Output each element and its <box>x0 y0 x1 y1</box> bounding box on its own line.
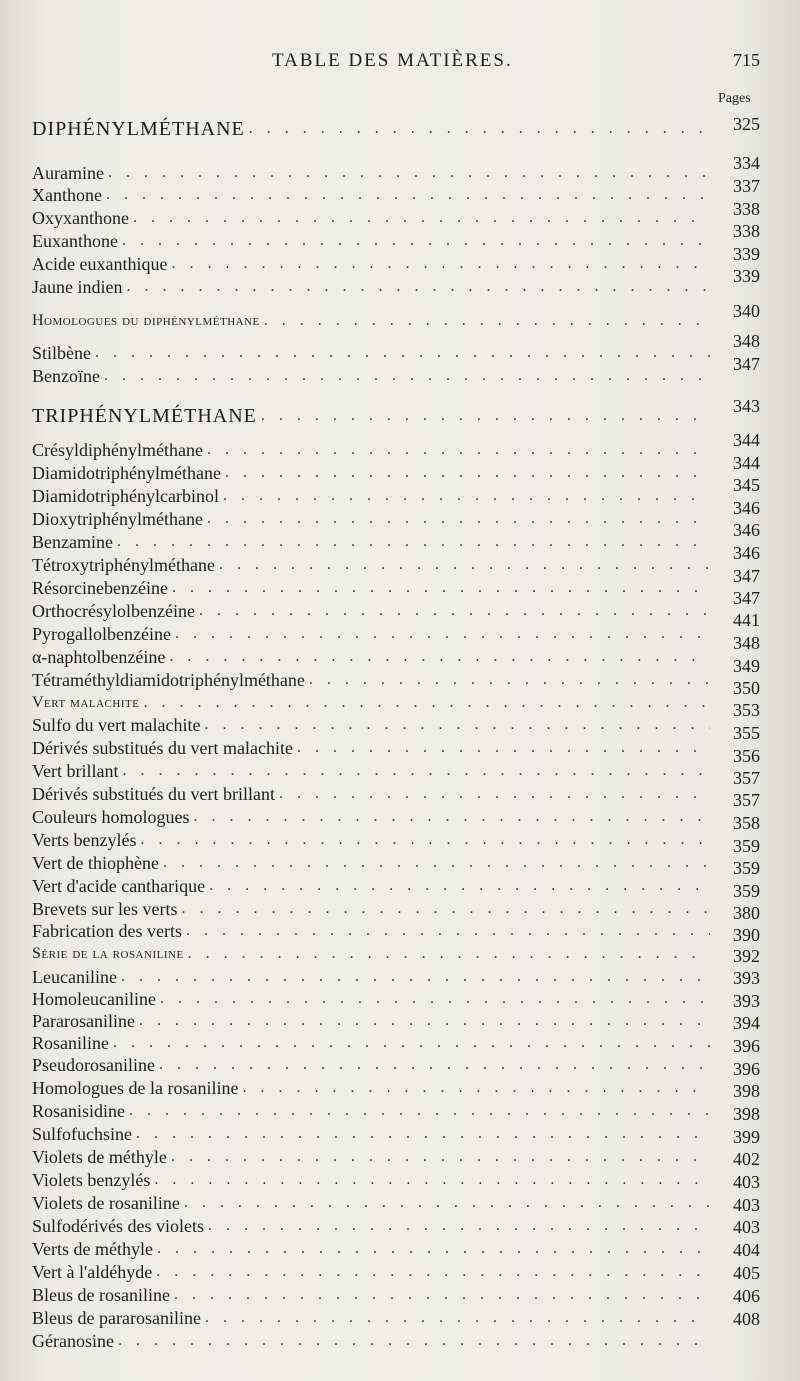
toc-entry-label: Euxanthone <box>32 231 118 251</box>
toc-entry-subsection <box>32 690 710 714</box>
toc-entry-label: Stilbène <box>32 343 91 363</box>
toc-entry <box>32 274 710 298</box>
toc-entry-label: Dérivés substitués du vert brillant <box>32 784 275 804</box>
toc-entry <box>32 986 710 1010</box>
toc-entry-page: 346 <box>733 498 760 518</box>
toc-entry <box>32 460 710 484</box>
toc-entry-page: 396 <box>733 1036 760 1056</box>
toc-entry-section <box>32 403 710 427</box>
leader-dots <box>172 577 710 599</box>
toc-entry <box>32 1282 710 1306</box>
toc-entry-page: 393 <box>733 968 760 988</box>
toc-entry-page: 339 <box>733 266 760 286</box>
toc-entry-label: Homologues de la rosaniline <box>32 1078 239 1098</box>
toc-entry-page: 403 <box>733 1195 760 1215</box>
toc-entry <box>32 1305 710 1329</box>
toc-entry <box>32 598 710 622</box>
leader-dots <box>174 1284 710 1306</box>
leader-dots <box>207 508 710 530</box>
toc-entry <box>32 1144 710 1168</box>
leader-dots <box>242 1077 710 1099</box>
leader-dots <box>225 462 710 484</box>
toc-entry-page: 398 <box>733 1081 760 1101</box>
leader-dots <box>118 1330 710 1352</box>
toc-entry-page: 338 <box>733 221 760 241</box>
leader-dots <box>223 485 710 507</box>
toc-entry-page: 357 <box>733 768 760 788</box>
toc-entry-page: 348 <box>733 331 760 351</box>
toc-entry-page: 338 <box>733 199 760 219</box>
toc-entry-page: 393 <box>733 991 760 1011</box>
toc-entry-label: Diamidotriphénylméthane <box>32 463 221 483</box>
toc-entry-page: 406 <box>733 1286 760 1306</box>
toc-entry-page: 346 <box>733 543 760 563</box>
leader-dots <box>264 310 710 332</box>
toc-entry-page: 396 <box>733 1059 760 1079</box>
toc-entry-section <box>32 116 710 140</box>
toc-entry <box>32 1075 710 1099</box>
toc-entry-page: 403 <box>733 1172 760 1192</box>
leader-dots <box>140 829 710 851</box>
toc-entry <box>32 735 710 759</box>
toc-entry-page: 348 <box>733 633 760 653</box>
leader-dots <box>171 253 710 275</box>
toc-entry <box>32 850 710 874</box>
leader-dots <box>136 1123 710 1145</box>
leader-dots <box>95 342 710 364</box>
leader-dots <box>122 230 710 252</box>
toc-entry-page: 353 <box>733 700 760 720</box>
toc-entry-page: 390 <box>733 925 760 945</box>
toc-entry-page: 346 <box>733 520 760 540</box>
toc-entry <box>32 758 710 782</box>
toc-entry-label: Leucaniline <box>32 967 117 987</box>
toc-entry-label: Homoleucaniline <box>32 989 156 1009</box>
toc-entry-label: Verts benzylés <box>32 830 137 850</box>
leader-dots <box>181 898 710 920</box>
toc-entry <box>32 1190 710 1214</box>
toc-entry-label: Diamidotriphénylcarbinol <box>32 486 219 506</box>
toc-entry-page: 359 <box>733 858 760 878</box>
leader-dots <box>194 806 711 828</box>
toc-entry-page: 399 <box>733 1127 760 1147</box>
toc-entry-page: 392 <box>733 946 760 966</box>
leader-dots <box>297 737 710 759</box>
toc-entry-page: 357 <box>733 790 760 810</box>
leader-dots <box>139 1010 710 1032</box>
toc-entry-label: Bleus de rosaniline <box>32 1285 170 1305</box>
toc-entry <box>32 712 710 736</box>
toc-entry-label: Benzoïne <box>32 366 100 386</box>
toc-entry-label: Vert de thiophène <box>32 853 159 873</box>
toc-entry <box>32 896 710 920</box>
leader-dots <box>186 920 710 942</box>
leader-dots <box>249 118 710 140</box>
toc-entry-label: Homologues du diphénylméthane <box>32 312 260 329</box>
toc-entry-label: Dioxytriphénylméthane <box>32 509 203 529</box>
leader-dots <box>175 623 710 645</box>
toc-entry-page: 344 <box>733 453 760 473</box>
toc-entry-page: 380 <box>733 903 760 923</box>
leader-dots <box>169 646 710 668</box>
leader-dots <box>309 669 710 691</box>
toc-entry-page: 339 <box>733 244 760 264</box>
toc-entry <box>32 182 710 206</box>
toc-entry-page: 350 <box>733 678 760 698</box>
toc-entry <box>32 1030 710 1054</box>
leader-dots <box>104 365 710 387</box>
leader-dots <box>121 966 710 988</box>
leader-dots <box>143 692 710 714</box>
toc-entry <box>32 575 710 599</box>
toc-entry-page: 356 <box>733 746 760 766</box>
toc-entry-label: Benzamine <box>32 532 113 552</box>
toc-entry-label: Résorcinebenzéine <box>32 578 168 598</box>
page-header <box>0 50 800 74</box>
toc-entry <box>32 1328 710 1352</box>
toc-entry <box>32 437 710 461</box>
leader-dots <box>122 760 710 782</box>
toc-entry <box>32 1008 710 1032</box>
toc-entry <box>32 1236 710 1260</box>
toc-entry-label: Jaune indien <box>32 277 123 297</box>
toc-entry-label: Sulfodérivés des violets <box>32 1216 204 1236</box>
toc-entry-page: 349 <box>733 656 760 676</box>
toc-entry-label: Pseudorosaniline <box>32 1055 155 1075</box>
toc-entry-label: Violets benzylés <box>32 1170 151 1190</box>
toc-entry-label: Vert à l'aldéhyde <box>32 1262 153 1282</box>
leader-dots <box>207 439 710 461</box>
toc-entry-label: Vert d'acide cantharique <box>32 876 206 896</box>
toc-entry-page: 359 <box>733 881 760 901</box>
leader-dots <box>205 1307 710 1329</box>
toc-entry-label: α-naphtolbenzéine <box>32 647 166 667</box>
toc-entry-page: 398 <box>733 1104 760 1124</box>
toc-entry <box>32 621 710 645</box>
toc-entry-label: Rosanisidine <box>32 1101 125 1121</box>
toc-entry <box>32 1259 710 1283</box>
leader-dots <box>133 207 710 229</box>
leader-dots <box>219 554 710 576</box>
toc-entry-label: Série de la rosaniline <box>32 945 184 962</box>
toc-entry-label: Vert brillant <box>32 761 119 781</box>
toc-entry <box>32 506 710 530</box>
toc-entry-label: Auramine <box>32 163 104 183</box>
toc-entry-page: 358 <box>733 813 760 833</box>
toc-entry-label: Orthocrésylolbenzéine <box>32 601 195 621</box>
toc-entry-page: 347 <box>733 566 760 586</box>
toc-entry-page: 345 <box>733 475 760 495</box>
toc-entry-label: TRIPHÉNYLMÉTHANE <box>32 405 257 427</box>
page-number: 715 <box>733 50 760 70</box>
toc-entry-page: 402 <box>733 1149 760 1169</box>
toc-entry-label: Bleus de pararosaniline <box>32 1308 201 1328</box>
toc-entry-page: 394 <box>733 1013 760 1033</box>
leader-dots <box>279 783 710 805</box>
toc-entry-label: Verts de méthyle <box>32 1239 153 1259</box>
leader-dots <box>157 1238 710 1260</box>
toc-entry-page: 337 <box>733 176 760 196</box>
toc-entry-label: Brevets sur les verts <box>32 899 178 919</box>
toc-entry-page: 344 <box>733 430 760 450</box>
toc-entry <box>32 1167 710 1191</box>
leader-dots <box>208 1215 710 1237</box>
toc-entry <box>32 228 710 252</box>
leader-dots <box>163 852 710 874</box>
toc-entry-label: Couleurs homologues <box>32 807 190 827</box>
toc-entry-page: 404 <box>733 1240 760 1260</box>
leader-dots <box>199 600 710 622</box>
toc-entry-page: 325 <box>733 114 760 134</box>
toc-entry-page: 347 <box>733 354 760 374</box>
toc-entry-label: Tétraméthyldiamidotriphénylméthane <box>32 670 305 690</box>
leader-dots <box>261 405 710 427</box>
toc-entry-page: 334 <box>733 153 760 173</box>
toc-entry-page: 403 <box>733 1217 760 1237</box>
leader-dots <box>188 943 710 965</box>
toc-entry-page: 355 <box>733 723 760 743</box>
toc-entry-subsection <box>32 308 710 332</box>
toc-entry <box>32 1121 710 1145</box>
toc-entry-label: Tétroxytriphénylméthane <box>32 555 215 575</box>
toc-entry-page: 405 <box>733 1263 760 1283</box>
toc-entry-label: Sulfofuchsine <box>32 1124 132 1144</box>
toc-entry-page: 359 <box>733 836 760 856</box>
leader-dots <box>113 1032 710 1054</box>
toc-entry <box>32 827 710 851</box>
toc-entry <box>32 205 710 229</box>
toc-entry <box>32 644 710 668</box>
toc-entry-label: Rosaniline <box>32 1033 109 1053</box>
toc-entry <box>32 1052 710 1076</box>
toc-entry <box>32 667 710 691</box>
toc-entry-page: 408 <box>733 1309 760 1329</box>
toc-entry <box>32 529 710 553</box>
toc-entry-label: Violets de méthyle <box>32 1147 167 1167</box>
toc-entry <box>32 160 710 184</box>
toc-entry-label: Violets de rosaniline <box>32 1193 180 1213</box>
leader-dots <box>171 1146 710 1168</box>
leader-dots <box>154 1169 710 1191</box>
toc-entry-page: 340 <box>733 301 760 321</box>
leader-dots <box>209 875 710 897</box>
leader-dots <box>204 714 710 736</box>
toc-entry-label: DIPHÉNYLMÉTHANE <box>32 118 245 140</box>
running-title: TABLE DES MATIÈRES. <box>272 50 513 71</box>
toc-entry <box>32 483 710 507</box>
leader-dots <box>159 1054 710 1076</box>
leader-dots <box>126 276 710 298</box>
toc-entry <box>32 918 710 942</box>
toc-entry <box>32 781 710 805</box>
toc-entry <box>32 1213 710 1237</box>
toc-entry-label: Acide euxanthique <box>32 254 168 274</box>
leader-dots <box>184 1192 710 1214</box>
toc-entry-label: Pyrogallolbenzéine <box>32 624 171 644</box>
toc-entry <box>32 552 710 576</box>
toc-entry-label: Dérivés substitués du vert malachite <box>32 738 293 758</box>
toc-entry <box>32 1098 710 1122</box>
toc-entry-label: Fabrication des verts <box>32 921 182 941</box>
toc-entry-label: Xanthone <box>32 185 102 205</box>
toc-entry-page: 347 <box>733 588 760 608</box>
toc-entry-label: Oxyxanthone <box>32 208 129 228</box>
toc-entry-page: 343 <box>733 396 760 416</box>
leader-dots <box>156 1261 710 1283</box>
toc-entry-label: Pararosaniline <box>32 1011 135 1031</box>
toc-entry <box>32 804 710 828</box>
toc-entry-label: Sulfo du vert malachite <box>32 715 201 735</box>
toc-entry-label: Vert malachite <box>32 694 140 711</box>
toc-entry-label: Géranosine <box>32 1331 114 1351</box>
toc-entry-label: Crésyldiphénylméthane <box>32 440 203 460</box>
leader-dots <box>129 1100 710 1122</box>
toc-entry-subsection <box>32 941 710 965</box>
leader-dots <box>108 162 710 184</box>
toc-entry <box>32 964 710 988</box>
toc-entry <box>32 340 710 364</box>
toc-entry <box>32 873 710 897</box>
toc-entry-page: 441 <box>733 610 760 630</box>
toc-entry <box>32 251 710 275</box>
toc-entry <box>32 363 710 387</box>
leader-dots <box>117 531 710 553</box>
leader-dots <box>106 184 710 206</box>
leader-dots <box>160 988 710 1010</box>
pages-column-label: Pages <box>718 91 751 106</box>
